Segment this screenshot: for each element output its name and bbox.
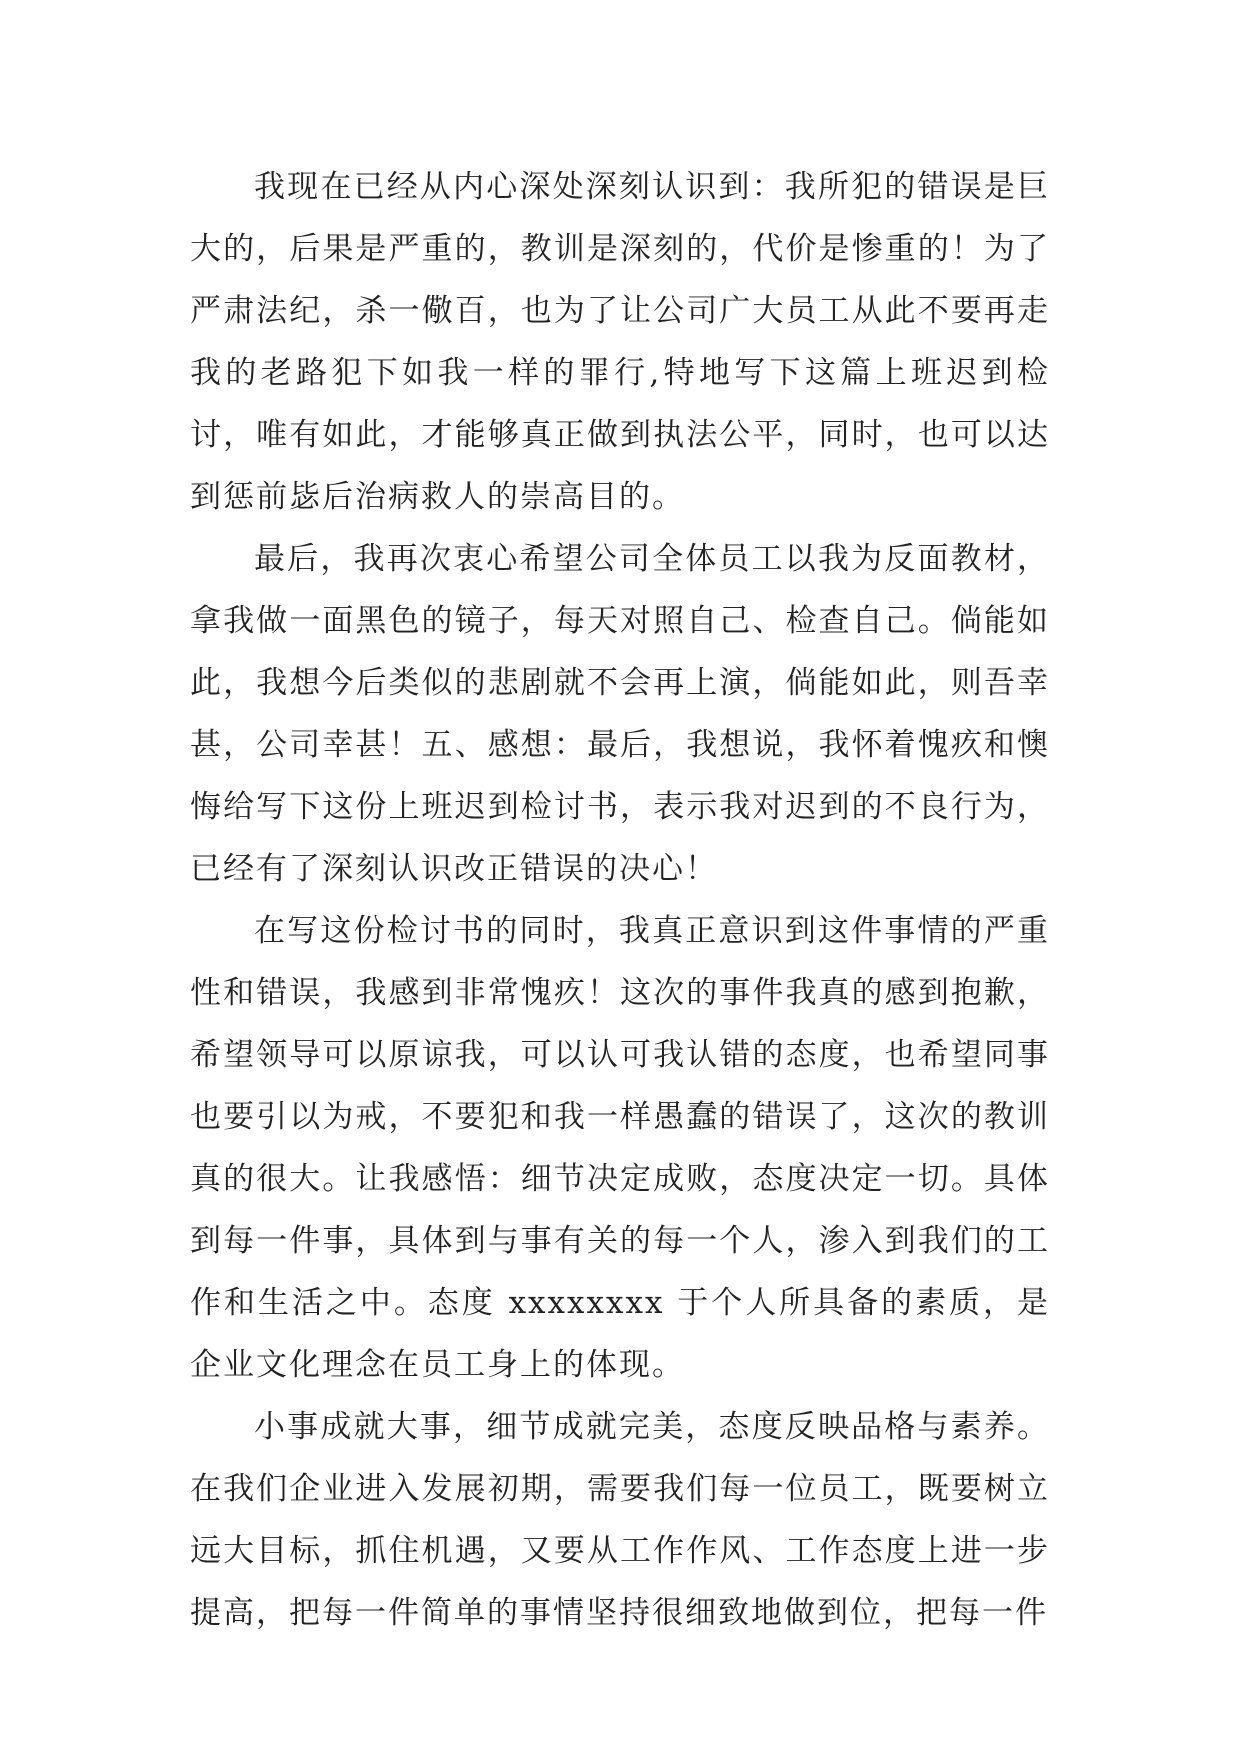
paragraph-2: 最后，我再次衷心希望公司全体员工以我为反面教材，拿我做一面黑色的镜子，每天对照自己、检查自己。倘能如此，我想今后类似的悲剧就不会再上演，倘能如此，则吾幸甚，公司幸甚！五、感想：最后，我想说，我怀着愧疚和懊悔给写下这份上班迟到检讨书，表示我对迟到的不良行为，已经有了深刻认识改正错误的决心！ [190,541,1050,887]
paragraph-4: 小事成就大事，细节成就完美，态度反映品格与素养。在我们企业进入发展初期，需要我们每一位员工，既要树立远大目标，抓住机遇，又要从工作作风、工作态度上进一步提高，把每一件简单的事情坚持很细致地做到位，把每一件 [190,1409,1050,1631]
document-body [190,156,1050,1644]
paragraph-1: 我现在已经从内心深处深刻认识到：我所犯的错误是巨大的，后果是严重的，教训是深刻的，代价是惨重的！为了严肃法纪，杀一儆百，也为了让公司广大员工从此不要再走我的老路犯下如我一样的罪行,特地写下这篇上班迟到检讨，唯有如此，才能够真正做到执法公平，同时，也可以达到惩前毖后治病救人的崇高目的。 [190,169,1050,515]
paragraph-3: 在写这份检讨书的同时，我真正意识到这件事情的严重性和错误，我感到非常愧疚！这次的事件我真的感到抱歉，希望领导可以原谅我，可以认可我认错的态度，也希望同事也要引以为戒，不要犯和我一样愚蠢的错误了，这次的教训真的很大。让我感悟：细节决定成败，态度决定一切。具体到每一件事，具体到与事有关的每一个人，渗入到我们的工作和生活之中。态度 xxxxxxxx 于个人所具备的素质，是企业文化理念在员工身上的体现。 [190,913,1050,1383]
